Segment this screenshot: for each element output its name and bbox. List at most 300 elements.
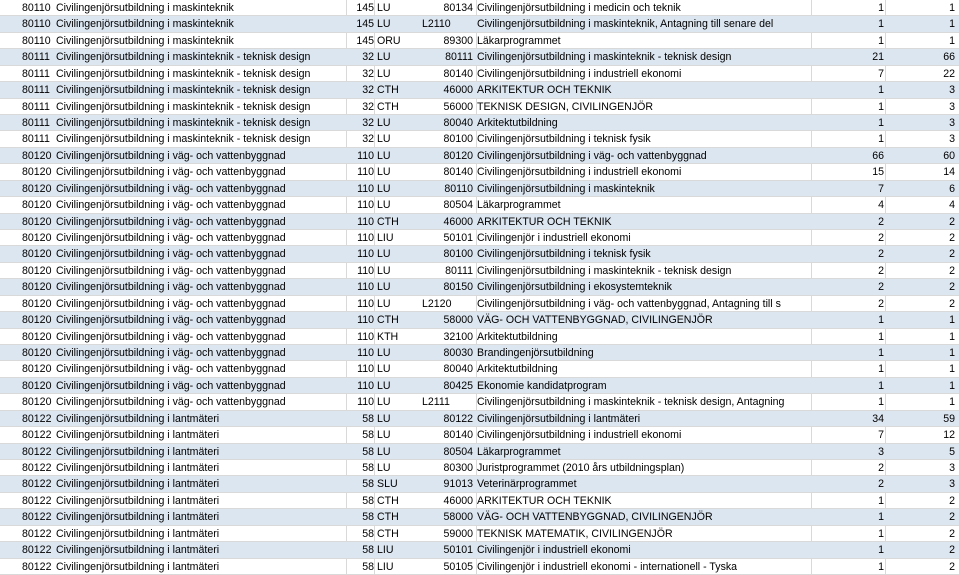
target-code-cell: 80300 (443, 462, 473, 474)
target-name-cell: VÄG- OCH VATTENBYGGNAD, CIVILINGENJÖR (477, 314, 713, 327)
target-code-cell: 80100 (443, 248, 473, 261)
table-row (0, 16, 959, 32)
program-code-cell: 80111 (22, 67, 50, 80)
program-code-cell: 80122 (22, 560, 52, 573)
count-cell: 32 (362, 67, 374, 80)
program-name-cell: Civilingenjörsutbildning i väg- och vattenbyggnad (56, 248, 286, 261)
table-row (0, 476, 959, 492)
table-row (0, 493, 959, 509)
value2-cell: 2 (949, 248, 955, 261)
admission-code-cell: L2120 (422, 297, 452, 310)
value2-cell: 2 (949, 494, 955, 507)
university-cell: LU (377, 281, 391, 294)
table-row (0, 542, 959, 558)
target-name-cell: Civilingenjörsutbildning i teknisk fysik (477, 133, 651, 146)
table-row (0, 394, 959, 410)
program-name-cell: Civilingenjörsutbildning i väg- och vattenbyggnad (56, 199, 286, 212)
value1-cell: 7 (878, 67, 884, 80)
program-code-cell: 80120 (22, 248, 52, 261)
value2-cell: 22 (943, 67, 955, 80)
university-cell: LU (377, 133, 391, 146)
value2-cell: 12 (943, 429, 955, 442)
target-name-cell: ARKITEKTUR OCH TEKNIK (477, 84, 612, 97)
program-code-cell: 80120 (22, 149, 52, 162)
program-name-cell: Civilingenjörsutbildning i lantmäteri (56, 412, 220, 425)
program-name-cell: Civilingenjörsutbildning i lantmäteri (56, 429, 220, 442)
value1-cell: 1 (878, 18, 884, 31)
count-cell: 145 (356, 18, 374, 31)
target-name-cell: Arkitektutbildning (477, 117, 558, 129)
target-code-cell: 32100 (443, 330, 473, 343)
table-row (0, 526, 959, 542)
program-code-cell: 80122 (22, 494, 52, 507)
table-row (0, 99, 959, 115)
value1-cell: 1 (878, 560, 884, 573)
university-cell: CTH (377, 494, 399, 507)
table-row (0, 444, 959, 460)
admission-code-cell: L2111 (422, 396, 450, 409)
university-cell: LU (377, 363, 391, 376)
count-cell: 58 (362, 445, 374, 458)
program-code-cell: 80120 (22, 314, 52, 327)
count-cell: 110 (357, 363, 374, 376)
university-cell: LU (377, 67, 391, 80)
count-cell: 58 (362, 544, 374, 557)
target-code-cell: 50101 (443, 544, 473, 557)
program-name-cell: Civilingenjörsutbildning i väg- och vattenbyggnad (56, 396, 286, 409)
value1-cell: 1 (878, 544, 884, 557)
count-cell: 110 (357, 330, 374, 343)
admission-code-cell: L2110 (422, 18, 451, 31)
university-cell: ORU (377, 34, 401, 47)
target-code-cell: 80140 (443, 429, 473, 442)
program-name-cell: Civilingenjörsutbildning i väg- och vattenbyggnad (56, 314, 286, 327)
program-code-cell: 80120 (22, 347, 52, 359)
value2-cell: 2 (949, 560, 955, 573)
target-name-cell: Civilingenjörsutbildning i medicin och teknik (477, 2, 681, 14)
program-code-cell: 80120 (22, 215, 52, 228)
table-row (0, 460, 959, 476)
program-name-cell: Civilingenjörsutbildning i lantmäteri (56, 445, 220, 458)
value2-cell: 1 (949, 34, 955, 47)
target-code-cell: 80040 (443, 363, 473, 376)
program-code-cell: 80122 (22, 478, 52, 491)
value1-cell: 1 (878, 396, 884, 409)
program-name-cell: Civilingenjörsutbildning i maskinteknik (56, 2, 234, 14)
value2-cell: 2 (949, 511, 955, 524)
value1-cell: 7 (878, 182, 884, 195)
value1-cell: 2 (878, 264, 884, 277)
target-name-cell: Civilingenjörsutbildning i ekosystemteknik (477, 281, 672, 294)
value1-cell: 1 (878, 330, 884, 343)
program-code-cell: 80120 (22, 264, 52, 277)
value1-cell: 1 (878, 100, 884, 113)
program-name-cell: Civilingenjörsutbildning i maskinteknik - teknisk design (56, 100, 311, 113)
target-name-cell: Civilingenjörsutbildning i maskinteknik - teknisk design (477, 264, 732, 277)
value2-cell: 1 (949, 363, 955, 376)
target-code-cell: 80140 (443, 166, 473, 179)
count-cell: 32 (362, 51, 374, 64)
program-name-cell: Civilingenjörsutbildning i lantmäteri (56, 560, 220, 573)
program-code-cell: 80120 (22, 166, 52, 179)
target-code-cell (436, 394, 473, 410)
program-code-cell: 80122 (22, 429, 52, 442)
value2-cell: 2 (949, 281, 955, 294)
program-name-cell: Civilingenjörsutbildning i väg- och vattenbyggnad (56, 232, 286, 244)
value2-cell: 3 (949, 100, 955, 113)
target-code-cell: 89300 (443, 34, 473, 47)
program-code-cell: 80122 (22, 412, 52, 425)
program-code-cell: 80120 (22, 281, 52, 294)
target-name-cell: Läkarprogrammet (477, 34, 561, 47)
university-cell: LU (377, 199, 391, 212)
target-name-cell: Civilingenjörsutbildning i maskinteknik - teknisk design (477, 51, 732, 64)
program-code-cell: 80111 (22, 117, 50, 129)
table-row (0, 148, 959, 164)
value1-cell: 7 (878, 429, 884, 442)
target-name-cell: Ekonomie kandidatprogram (477, 379, 607, 392)
table-row (0, 164, 959, 180)
university-cell: LU (377, 2, 391, 14)
table-row (0, 82, 959, 98)
program-name-cell: Civilingenjörsutbildning i väg- och vattenbyggnad (56, 363, 286, 376)
target-code-cell: 80122 (443, 412, 473, 425)
program-code-cell: 80120 (22, 363, 52, 376)
table-row (0, 509, 959, 525)
program-code-cell: 80111 (22, 84, 50, 97)
target-code-cell: 80030 (443, 347, 473, 359)
value1-cell: 15 (872, 166, 884, 179)
target-code-cell: 80111 (445, 51, 473, 64)
count-cell: 110 (357, 199, 374, 212)
target-name-cell: Civilingenjörsutbildning i väg- och vattenbyggnad (477, 149, 707, 162)
value2-cell: 1 (949, 379, 955, 392)
table-row (0, 181, 959, 197)
program-name-cell: Civilingenjörsutbildning i maskinteknik - teknisk design (56, 51, 311, 64)
program-code-cell: 80120 (22, 396, 52, 409)
target-name-cell: Veterinärprogrammet (477, 478, 577, 491)
value1-cell: 3 (878, 445, 884, 458)
university-cell: LU (377, 379, 391, 392)
university-cell: LU (377, 248, 391, 261)
value1-cell: 1 (878, 363, 884, 376)
university-cell: LU (377, 182, 391, 195)
program-name-cell: Civilingenjörsutbildning i lantmäteri (56, 527, 220, 540)
target-code-cell: 46000 (443, 494, 473, 507)
count-cell: 32 (362, 117, 374, 129)
target-code-cell: 80040 (443, 117, 473, 129)
target-name-cell: VÄG- OCH VATTENBYGGNAD, CIVILINGENJÖR (477, 511, 713, 524)
count-cell: 110 (357, 215, 374, 228)
program-name-cell: Civilingenjörsutbildning i väg- och vattenbyggnad (56, 347, 286, 359)
count-cell: 58 (362, 429, 374, 442)
value1-cell: 1 (878, 117, 884, 129)
target-name-cell: Läkarprogrammet (477, 445, 561, 458)
count-cell: 32 (362, 133, 374, 146)
count-cell: 58 (362, 478, 374, 491)
value2-cell: 3 (949, 117, 955, 129)
count-cell: 32 (362, 100, 374, 113)
count-cell: 58 (362, 560, 374, 573)
value2-cell: 5 (949, 445, 955, 458)
university-cell: LU (377, 429, 391, 442)
target-code-cell (436, 296, 473, 312)
target-code-cell: 46000 (443, 84, 473, 97)
program-name-cell: Civilingenjörsutbildning i väg- och vattenbyggnad (56, 215, 286, 228)
value1-cell: 2 (878, 297, 884, 310)
university-cell: LIU (377, 544, 394, 557)
value2-cell: 14 (943, 166, 955, 179)
value1-cell: 1 (878, 2, 884, 14)
value1-cell: 4 (878, 199, 884, 212)
value2-cell: 4 (949, 199, 955, 212)
count-cell: 110 (357, 396, 374, 409)
university-cell: CTH (377, 527, 399, 540)
program-code-cell: 80110 (22, 2, 51, 14)
value1-cell: 2 (878, 248, 884, 261)
table-row (0, 345, 959, 361)
program-name-cell: Civilingenjörsutbildning i väg- och vattenbyggnad (56, 264, 286, 277)
target-name-cell: Civilingenjörsutbildning i maskinteknik (477, 182, 655, 195)
value1-cell: 66 (872, 149, 884, 162)
value2-cell: 2 (949, 215, 955, 228)
target-name-cell: Civilingenjörsutbildning i industriell ekonomi (477, 429, 682, 442)
program-code-cell: 80110 (22, 18, 51, 31)
count-cell: 110 (357, 347, 374, 359)
value2-cell: 59 (943, 412, 955, 425)
program-name-cell: Civilingenjörsutbildning i maskinteknik - teknisk design (56, 84, 311, 97)
target-name-cell: Civilingenjör i industriell ekonomi (477, 544, 631, 557)
target-name-cell: Civilingenjörsutbildning i industriell ekonomi (477, 166, 682, 179)
target-name-cell: Civilingenjörsutbildning i teknisk fysik (477, 248, 651, 261)
count-cell: 110 (357, 379, 374, 392)
value1-cell: 1 (878, 379, 884, 392)
university-cell: CTH (377, 511, 399, 524)
program-name-cell: Civilingenjörsutbildning i lantmäteri (56, 511, 220, 524)
program-name-cell: Civilingenjörsutbildning i väg- och vattenbyggnad (56, 379, 286, 392)
count-cell: 58 (362, 527, 374, 540)
value1-cell: 1 (878, 494, 884, 507)
university-cell: LIU (377, 560, 394, 573)
program-name-cell: Civilingenjörsutbildning i väg- och vattenbyggnad (56, 330, 286, 343)
program-name-cell: Civilingenjörsutbildning i väg- och vattenbyggnad (56, 281, 286, 294)
target-name-cell: TEKNISK MATEMATIK, CIVILINGENJÖR (477, 527, 673, 540)
program-code-cell: 80120 (22, 199, 52, 212)
table-row (0, 279, 959, 295)
program-name-cell: Civilingenjörsutbildning i maskinteknik (56, 18, 234, 31)
university-cell: CTH (377, 100, 399, 113)
count-cell: 110 (357, 314, 374, 327)
table-row (0, 66, 959, 82)
target-code-cell: 58000 (443, 511, 473, 524)
count-cell: 145 (356, 2, 374, 14)
value2-cell: 1 (949, 2, 955, 14)
target-name-cell: Civilingenjörsutbildning i maskinteknik, Antagning till senare del (477, 18, 774, 31)
target-code-cell: 80134 (443, 2, 473, 14)
program-code-cell: 80120 (22, 232, 52, 244)
target-name-cell: Civilingenjör i industriell ekonomi - internationell - Tyska (477, 560, 738, 573)
count-cell: 58 (362, 462, 374, 474)
value1-cell: 34 (872, 412, 884, 425)
table-row (0, 378, 959, 394)
target-code-cell: 80120 (443, 149, 473, 162)
count-cell: 58 (362, 412, 374, 425)
count-cell: 32 (362, 84, 374, 97)
value2-cell: 1 (949, 396, 955, 409)
value2-cell: 3 (949, 478, 955, 491)
value1-cell: 2 (878, 462, 884, 474)
count-cell: 110 (357, 281, 374, 294)
target-code-cell: 80140 (443, 67, 473, 80)
program-code-cell: 80111 (22, 51, 50, 64)
university-cell: LU (377, 51, 391, 64)
table-row (0, 49, 959, 65)
program-code-cell: 80122 (22, 511, 52, 524)
table-row (0, 246, 959, 262)
university-cell: CTH (377, 215, 399, 228)
count-cell: 58 (362, 494, 374, 507)
university-cell: LU (377, 412, 391, 425)
university-cell: LU (377, 117, 391, 129)
count-cell: 110 (357, 149, 374, 162)
table-row (0, 33, 959, 49)
target-code-cell: 80425 (443, 379, 473, 392)
program-code-cell: 80122 (22, 544, 52, 557)
value1-cell: 1 (878, 314, 884, 327)
table-row (0, 312, 959, 328)
target-name-cell: Civilingenjör i industriell ekonomi (477, 232, 631, 244)
target-name-cell: Arkitektutbildning (477, 363, 558, 376)
table-row (0, 0, 959, 16)
program-code-cell: 80120 (22, 379, 52, 392)
target-name-cell: ARKITEKTUR OCH TEKNIK (477, 215, 612, 228)
value2-cell: 1 (949, 330, 955, 343)
table-row (0, 230, 959, 246)
count-cell: 110 (357, 166, 374, 179)
target-name-cell: Civilingenjörsutbildning i industriell ekonomi (477, 67, 682, 80)
target-code-cell: 91013 (443, 478, 473, 491)
table-row (0, 427, 959, 443)
value1-cell: 2 (878, 281, 884, 294)
table-row (0, 559, 959, 575)
program-code-cell: 80120 (22, 297, 52, 310)
university-cell: LU (377, 297, 391, 310)
target-code-cell: 59000 (443, 527, 473, 540)
program-name-cell: Civilingenjörsutbildning i lantmäteri (56, 462, 220, 474)
university-cell: KTH (377, 330, 399, 343)
target-code-cell: 56000 (443, 100, 473, 113)
value2-cell: 3 (949, 462, 955, 474)
target-name-cell: Juristprogrammet (2010 års utbildningsplan) (477, 462, 685, 474)
program-code-cell: 80111 (22, 133, 50, 146)
value2-cell: 3 (949, 84, 955, 97)
program-code-cell: 80111 (22, 100, 50, 113)
target-code-cell: 80504 (443, 199, 473, 212)
program-code-cell: 80120 (22, 330, 52, 343)
target-code-cell: 80111 (445, 264, 473, 277)
value2-cell: 3 (949, 133, 955, 146)
table-row (0, 115, 959, 131)
target-name-cell: ARKITEKTUR OCH TEKNIK (477, 494, 612, 507)
program-name-cell: Civilingenjörsutbildning i maskinteknik - teknisk design (56, 133, 311, 146)
value2-cell: 2 (949, 232, 955, 244)
table-row (0, 411, 959, 427)
program-code-cell: 80122 (22, 445, 52, 458)
university-cell: LIU (377, 232, 394, 244)
count-cell: 145 (356, 34, 374, 47)
target-name-cell: Läkarprogrammet (477, 199, 561, 212)
table-row (0, 263, 959, 279)
program-name-cell: Civilingenjörsutbildning i maskinteknik - teknisk design (56, 117, 311, 129)
target-name-cell: Civilingenjörsutbildning i lantmäteri (477, 412, 641, 425)
value2-cell: 6 (949, 182, 955, 195)
target-name-cell: Civilingenjörsutbildning i maskinteknik - teknisk design, Antagning (477, 396, 785, 409)
value1-cell: 1 (878, 133, 884, 146)
university-cell: SLU (377, 478, 398, 491)
program-name-cell: Civilingenjörsutbildning i väg- och vattenbyggnad (56, 182, 286, 195)
program-code-cell: 80120 (22, 182, 52, 195)
value1-cell: 2 (878, 478, 884, 491)
target-name-cell: Civilingenjörsutbildning i väg- och vattenbyggnad, Antagning till s (477, 297, 781, 310)
value1-cell: 1 (878, 34, 884, 47)
program-name-cell: Civilingenjörsutbildning i väg- och vattenbyggnad (56, 166, 286, 179)
value1-cell: 1 (878, 527, 884, 540)
program-name-cell: Civilingenjörsutbildning i maskinteknik - teknisk design (56, 67, 311, 80)
table-row (0, 197, 959, 213)
count-cell: 110 (357, 232, 374, 244)
value2-cell: 1 (949, 347, 955, 359)
program-name-cell: Civilingenjörsutbildning i maskinteknik (56, 34, 234, 47)
value2-cell: 1 (949, 314, 955, 327)
value1-cell: 21 (872, 51, 884, 64)
target-code-cell: 80110 (444, 182, 473, 195)
target-code-cell: 50101 (443, 232, 473, 244)
count-cell: 110 (357, 182, 374, 195)
university-cell: LU (377, 462, 391, 474)
program-name-cell: Civilingenjörsutbildning i väg- och vattenbyggnad (56, 297, 286, 310)
university-cell: LU (377, 445, 391, 458)
university-cell: CTH (377, 314, 399, 327)
table-row (0, 361, 959, 377)
count-cell: 110 (357, 248, 374, 261)
target-code-cell: 80100 (443, 133, 473, 146)
university-cell: LU (377, 347, 391, 359)
table-row (0, 131, 959, 147)
university-cell: LU (377, 149, 391, 162)
value1-cell: 1 (878, 347, 884, 359)
university-cell: LU (377, 396, 391, 409)
program-name-cell: Civilingenjörsutbildning i lantmäteri (56, 544, 220, 557)
table-row (0, 214, 959, 230)
count-cell: 110 (357, 264, 374, 277)
table-row (0, 296, 959, 312)
value2-cell: 60 (943, 149, 955, 162)
value2-cell: 2 (949, 544, 955, 557)
university-cell: LU (377, 18, 391, 31)
value2-cell: 2 (949, 264, 955, 277)
target-code-cell: 80504 (443, 445, 473, 458)
value2-cell: 2 (949, 297, 955, 310)
table-row (0, 329, 959, 345)
count-cell: 110 (357, 297, 374, 310)
program-code-cell: 80110 (22, 34, 51, 47)
target-name-cell: Arkitektutbildning (477, 330, 558, 343)
value2-cell: 66 (943, 51, 955, 64)
university-cell: CTH (377, 84, 399, 97)
program-name-cell: Civilingenjörsutbildning i lantmäteri (56, 478, 220, 491)
program-code-cell: 80122 (22, 462, 52, 474)
target-code-cell: 46000 (443, 215, 473, 228)
